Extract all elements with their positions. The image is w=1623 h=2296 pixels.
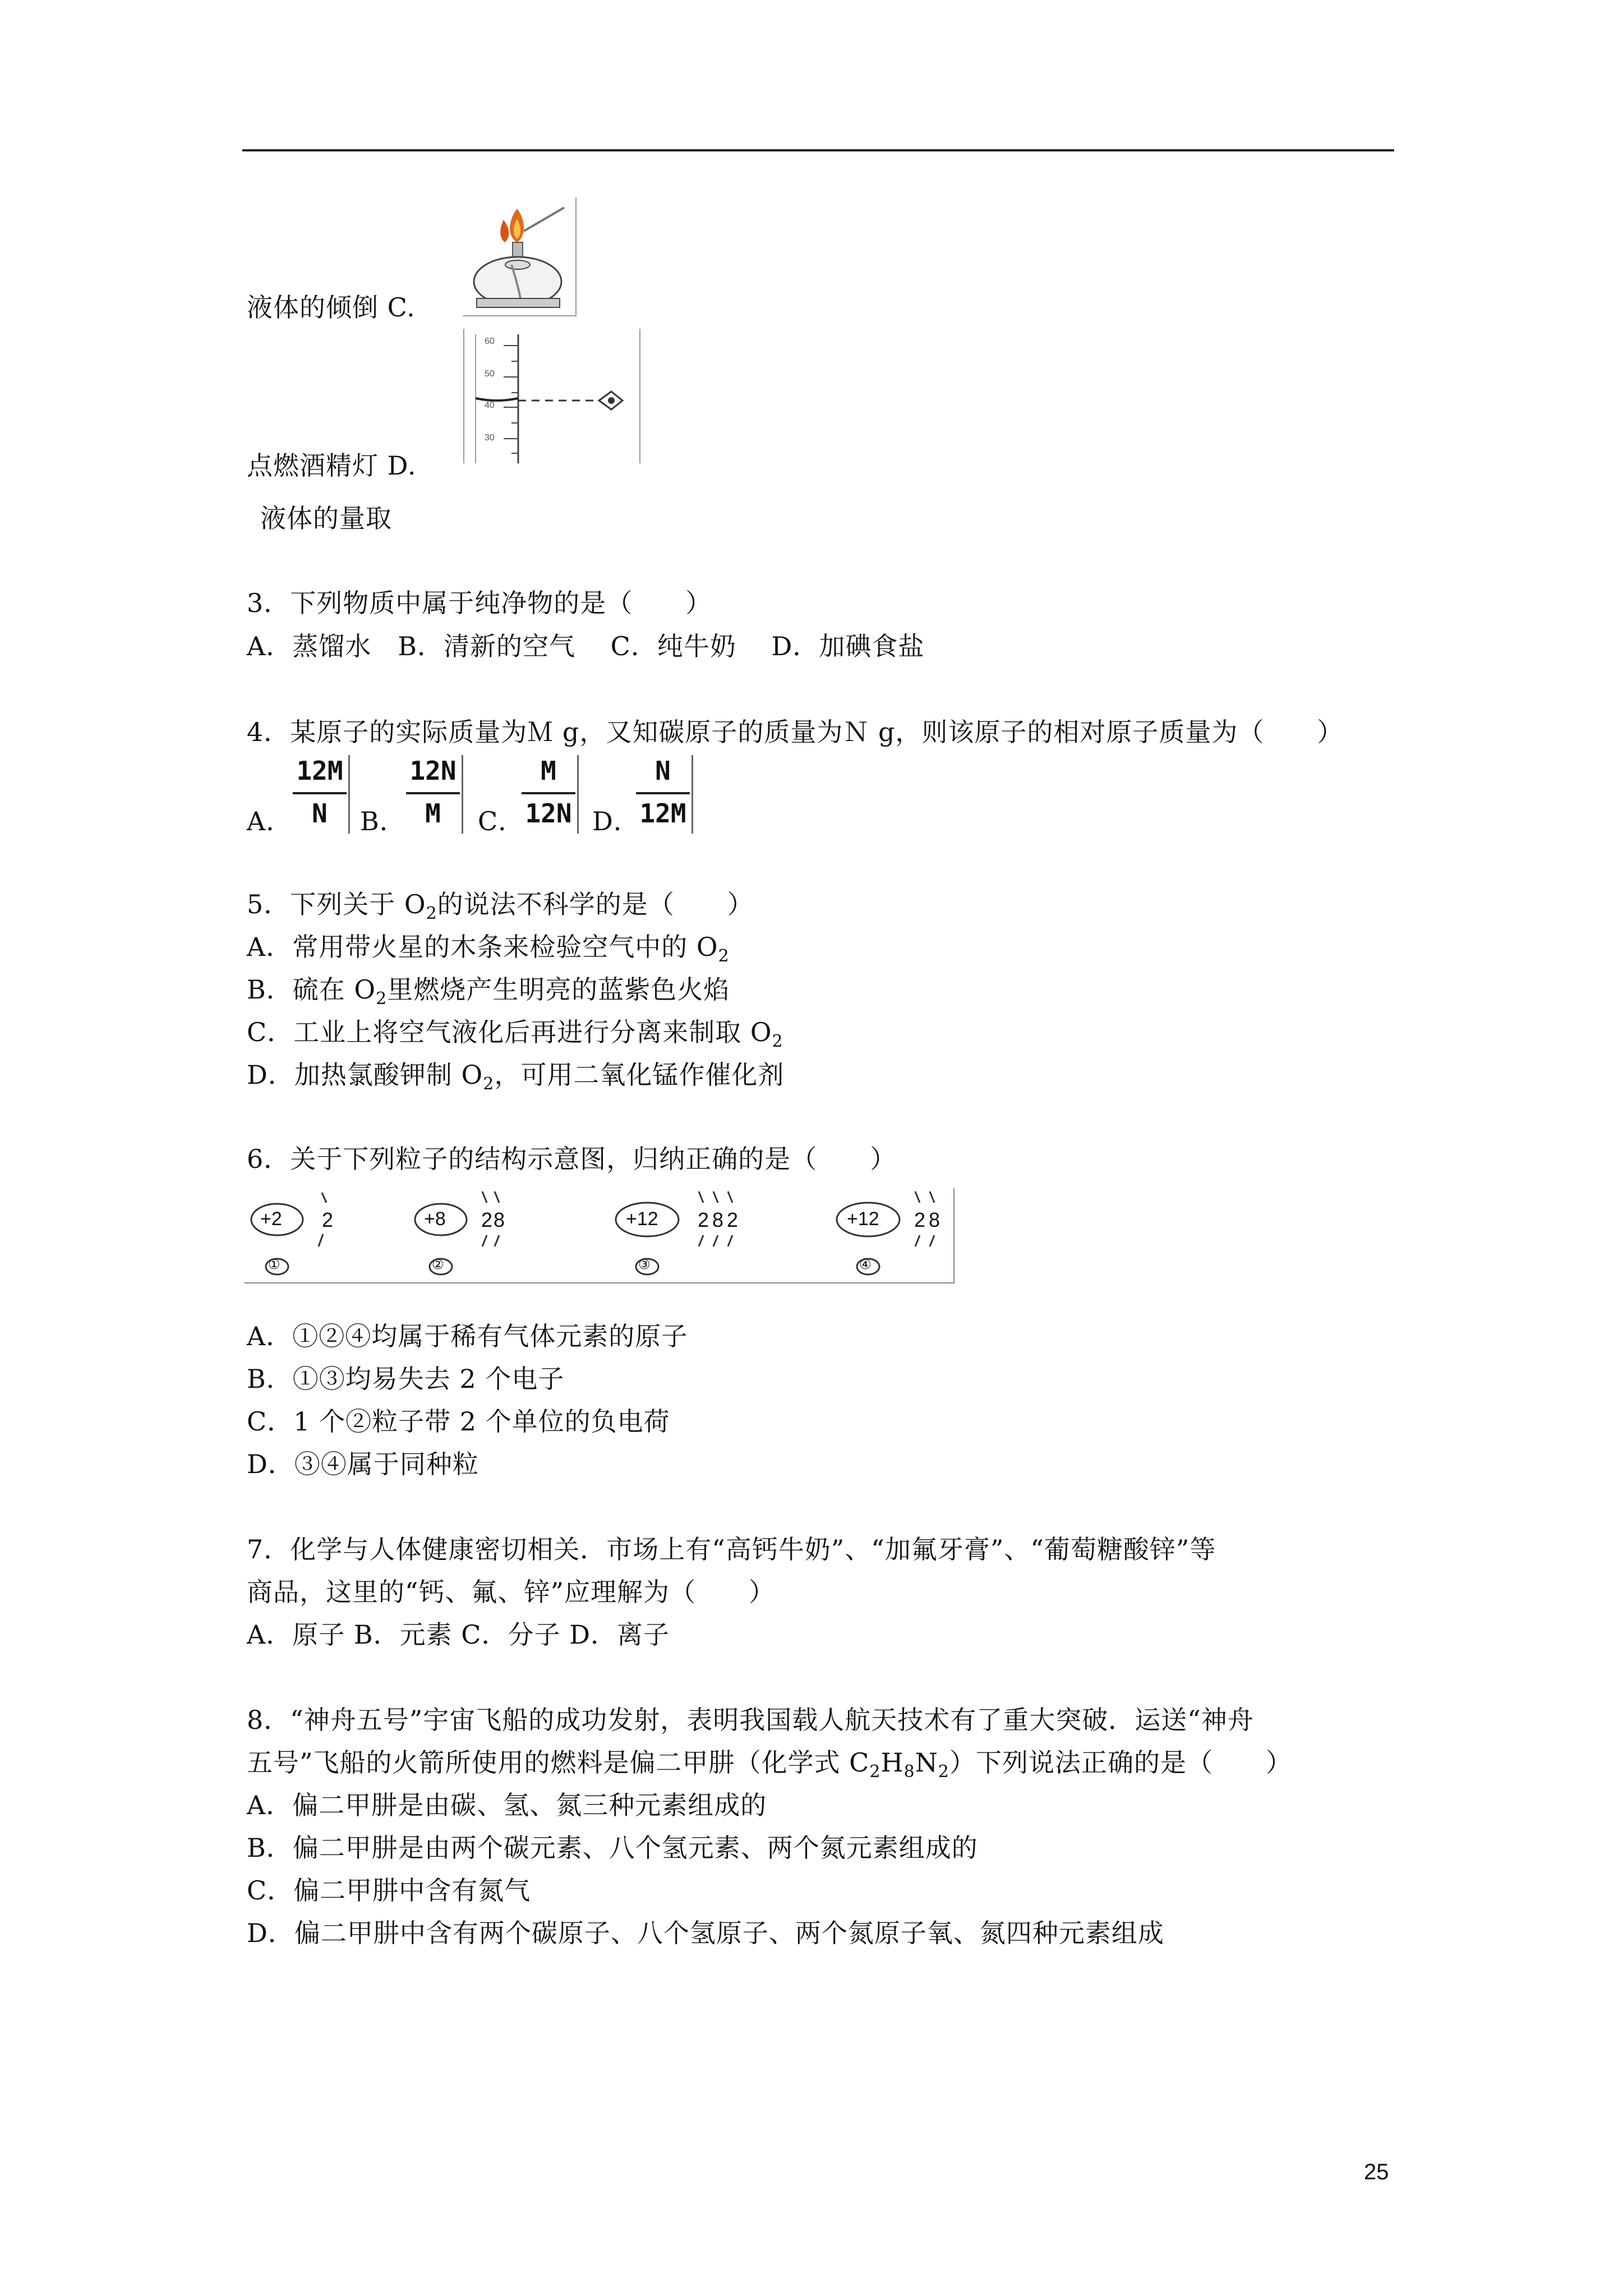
question-8-option-a: A．偏二甲肼是由碳、氢、氮三种元素组成的 <box>247 1790 767 1820</box>
image-edge <box>691 755 693 834</box>
q5b-text: B．硫在 O <box>247 974 376 1005</box>
question-6-option-b: B．①③均易失去 2 个电子 <box>247 1364 565 1394</box>
question-8-option-b: B．偏二甲肼是由两个碳元素、八个氢元素、两个氮元素组成的 <box>247 1833 978 1863</box>
atom-4-shell-2: 8 <box>929 1208 940 1231</box>
q4-option-b: B． <box>360 806 406 836</box>
q5-subscript: 2 <box>426 904 437 924</box>
atom-3-label: ③ <box>638 1257 651 1272</box>
question-4: 4．某原子的实际质量为Ｍ g，又知碳原子的质量为Ｎ g，则该原子的相对原子质量为（ ） <box>247 717 1344 747</box>
atom-2-shell-2: 8 <box>494 1208 505 1231</box>
fraction-b <box>406 755 460 834</box>
fraction-c <box>522 755 575 834</box>
atom-1-nucleus: +2 <box>260 1208 282 1230</box>
atom-1-shell-1: 2 <box>322 1208 334 1231</box>
fraction-a <box>293 755 347 834</box>
q8-element-n: N <box>915 1747 938 1778</box>
question-5-option-b <box>247 973 730 1016</box>
question-8-option-c: C．偏二甲肼中含有氮气 <box>247 1875 531 1906</box>
fraction-numerator: N <box>655 756 671 786</box>
question-8-line-2 <box>247 1746 1292 1789</box>
question-5-option-c <box>247 1015 783 1059</box>
q5d-subscript: 2 <box>483 1074 495 1094</box>
question-5-option-d <box>247 1058 784 1101</box>
atom-4-nucleus: +12 <box>847 1208 879 1230</box>
fraction-denominator: M <box>425 798 441 829</box>
q5b-subscript: 2 <box>376 989 388 1009</box>
cylinder-tick-30: 30 <box>485 433 495 443</box>
question-8-option-d: D．偏二甲肼中含有两个碳原子、八个氢原子、两个氮原子氧、氮四种元素组成 <box>247 1918 1164 1948</box>
alcohol-lamp-figure <box>463 197 577 316</box>
question-7-options: A．原子 B．元素 C．分子 D．离子 <box>247 1619 670 1650</box>
question-7-line-2: 商品，这里的“钙、氟、锌”应理解为（ ） <box>247 1577 776 1607</box>
q5-text-end: 的说法不科学的是（ ） <box>437 889 754 919</box>
q8-element-h: H <box>880 1747 904 1778</box>
question-6: 6．关于下列粒子的结构示意图，归纳正确的是（ ） <box>247 1144 897 1174</box>
atom-3-nucleus: +12 <box>626 1208 658 1230</box>
atom-3-shell-3: 2 <box>727 1208 739 1231</box>
question-5 <box>247 887 754 931</box>
cylinder-tick-50: 50 <box>485 369 495 379</box>
fraction-denominator: N <box>312 798 328 829</box>
fraction-bar <box>293 792 347 794</box>
q8-text: 五号”飞船的火箭所使用的燃料是偏二甲肼（化学式 C <box>247 1747 870 1778</box>
q8-subscript-c: 2 <box>869 1762 881 1782</box>
q5a-text: A．常用带火星的木条来检验空气中的 O <box>247 932 718 962</box>
atom-2-nucleus: +8 <box>424 1208 446 1230</box>
atom-2-label: ② <box>432 1257 444 1272</box>
atom-1-label: ① <box>268 1257 280 1272</box>
q5b-text-end: 里燃烧产生明亮的蓝紫色火焰 <box>387 974 730 1005</box>
q5a-subscript: 2 <box>718 946 730 967</box>
question-6-option-a: A．①②④均属于稀有气体元素的原子 <box>247 1321 688 1351</box>
cylinder-tick-60: 60 <box>485 337 495 346</box>
atom-4-shell-1: 2 <box>914 1208 926 1231</box>
question-7-line-1: 7．化学与人体健康密切相关．市场上有“高钙牛奶”、“加氟牙膏”、“葡萄糖酸锌”等 <box>247 1534 1216 1565</box>
header-rule <box>242 149 1394 151</box>
question-5-option-a <box>247 930 730 973</box>
measuring-cylinder-figure <box>463 329 640 463</box>
fraction-denominator: 12M <box>639 798 686 829</box>
image-edge <box>462 755 463 834</box>
image-edge <box>348 755 350 834</box>
fraction-d <box>636 755 690 834</box>
q4-option-c: C． <box>478 806 525 836</box>
fraction-numerator: 12N <box>409 756 457 786</box>
question-6-option-d: D．③④属于同种粒 <box>247 1449 479 1479</box>
q4-option-d: D． <box>592 806 640 836</box>
q5c-subscript: 2 <box>772 1032 783 1052</box>
atom-4-label: ④ <box>859 1257 872 1272</box>
cylinder-tick-40: 40 <box>485 401 495 410</box>
atom-3-shell-1: 2 <box>698 1208 709 1231</box>
fraction-denominator: 12N <box>525 798 572 829</box>
image-edge <box>577 755 579 834</box>
fraction-bar <box>406 792 460 794</box>
question-3-options: A．蒸馏水 B．清新的空气 C．纯牛奶 D．加碘食盐 <box>247 631 925 661</box>
q5d-text: D．加热氯酸钾制 O <box>247 1060 483 1090</box>
page-number: 25 <box>1364 2160 1389 2184</box>
question-3: 3．下列物质中属于纯净物的是（ ） <box>247 588 712 618</box>
atom-3-shell-2: 8 <box>712 1208 724 1231</box>
q5-text: 5．下列关于 O <box>247 889 426 919</box>
q5c-text: C．工业上将空气液化后再进行分离来制取 O <box>247 1017 772 1047</box>
q5d-text-end: ，可用二氧化锰作催化剂 <box>494 1060 785 1090</box>
question-6-option-c: C．1 个②粒子带 2 个单位的负电荷 <box>247 1406 670 1437</box>
fraction-numerator: 12M <box>296 756 343 786</box>
question-8-line-1: 8．“神舟五号”宇宙飞船的成功发射，表明我国载人航天技术有了重大突破．运送“神舟 <box>247 1705 1254 1735</box>
option-b-label: 液体的倾倒 C. <box>247 292 416 323</box>
fraction-bar <box>522 792 575 794</box>
q4-option-a: A． <box>247 806 293 836</box>
q8-subscript-n: 2 <box>938 1762 949 1782</box>
atom-2-shell-1: 2 <box>481 1208 493 1231</box>
q8-subscript-h: 8 <box>903 1762 915 1782</box>
option-c-label: 点燃酒精灯 D. <box>247 450 417 481</box>
q8-text-end: ）下列说法正确的是（ ） <box>949 1747 1292 1778</box>
option-d-label: 液体的量取 <box>260 503 392 533</box>
fraction-numerator: M <box>541 756 556 786</box>
fraction-bar <box>636 792 690 794</box>
atomic-structure-figure <box>245 1188 955 1283</box>
